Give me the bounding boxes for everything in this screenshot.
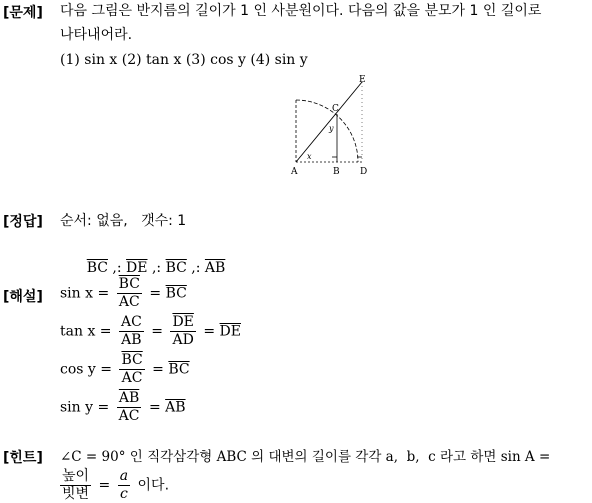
line-AE xyxy=(296,82,362,162)
formula-sin-x-fraction xyxy=(117,276,142,311)
formula-cos-y-lhs: cos y = xyxy=(60,361,112,378)
formula-tan-x-rhs: $\overline{DE}$ xyxy=(219,323,241,340)
hint-tag: [힌트] xyxy=(3,450,43,466)
answer-sep-2: ,: xyxy=(147,260,166,276)
formula-cos-y-rhs: $\overline{BC}$ xyxy=(168,361,190,378)
answer-seg-2: $\overline{DE}$ xyxy=(126,260,148,276)
explanation-tag: [해설] xyxy=(3,289,43,305)
angle-y-label: y xyxy=(329,124,334,133)
problem-tag: [문제] xyxy=(3,5,43,21)
point-A-label: A xyxy=(291,167,298,177)
formula-sin-x-lhs: sin x = xyxy=(60,285,110,302)
formula-sin-x-rhs: $\overline{BC}$ xyxy=(165,285,187,302)
hint-line-2 xyxy=(60,468,169,503)
frac-num: 높이 xyxy=(62,468,90,484)
point-B-label: B xyxy=(333,167,340,177)
formula-tan-x-fraction-2 xyxy=(170,314,195,349)
frac-num: a xyxy=(119,468,129,484)
frac-den: c xyxy=(119,486,128,502)
hint-fraction-words xyxy=(60,468,91,503)
point-C-label: C xyxy=(332,104,339,114)
frac-num: AC xyxy=(120,314,142,330)
formula-cos-y xyxy=(60,352,190,387)
quarter-circle-figure xyxy=(280,72,375,180)
formula-tan-x xyxy=(60,314,241,349)
answer-seg-4: $\overline{AB}$ xyxy=(204,260,226,276)
equals: = xyxy=(203,323,216,340)
answer-line-1: 순서: 없음, 갯수: 1 xyxy=(60,213,187,229)
formula-sin-y-lhs: sin y = xyxy=(60,399,110,416)
frac-den: AB xyxy=(121,332,142,348)
hint-line-1: ∠C = 90° 인 직각삼각형 ABC 의 대변의 길이를 각각 a, b, c 라고 하면 sin A = xyxy=(60,449,551,465)
equals: = xyxy=(151,323,163,340)
frac-num: $\overline{BC}$ xyxy=(121,352,143,368)
problem-items: (1) sin x (2) tan x (3) cos y (4) sin y xyxy=(60,52,308,68)
answer-seg-3: $\overline{BC}$ xyxy=(165,260,187,276)
problem-line-1: 다음 그림은 반지름의 길이가 1 인 사분원이다. 다음의 값을 분모가 1 인 길이로 xyxy=(60,3,542,19)
hint-tail: 이다. xyxy=(137,477,170,494)
formula-sin-y-rhs: $\overline{AB}$ xyxy=(165,399,186,416)
formula-cos-y-fraction xyxy=(119,352,144,387)
frac-den: AC xyxy=(121,370,143,386)
frac-den: AC xyxy=(118,294,140,310)
equals: = xyxy=(152,361,164,378)
equals: = xyxy=(148,399,161,416)
answer-sep-1: ,: xyxy=(107,260,127,276)
formula-sin-y-fraction xyxy=(117,390,142,425)
frac-den: 빗변 xyxy=(62,486,90,502)
frac-num: $\overline{AB}$ xyxy=(118,390,140,406)
equals: = xyxy=(98,477,111,494)
formula-tan-x-lhs: tan x = xyxy=(60,323,112,340)
equals: = xyxy=(149,285,162,302)
formula-tan-x-fraction-1 xyxy=(119,314,144,349)
formula-sin-x xyxy=(60,276,187,311)
frac-den: AD xyxy=(172,332,194,348)
point-E-label: E xyxy=(359,75,366,85)
frac-num: $\overline{DE}$ xyxy=(172,314,194,330)
frac-num: $\overline{BC}$ xyxy=(118,276,140,292)
formula-sin-y xyxy=(60,390,186,425)
answer-sep-3: ,: xyxy=(186,260,205,276)
hint-fraction-letters xyxy=(118,468,130,503)
angle-x-label: x xyxy=(307,152,312,161)
answer-tag: [정답] xyxy=(3,214,43,230)
frac-den: AC xyxy=(118,408,140,424)
answer-seg-1: $\overline{BC}$ xyxy=(86,260,108,276)
quarter-arc xyxy=(296,100,358,162)
problem-line-2: 나타내어라. xyxy=(60,27,133,43)
point-D-label: D xyxy=(360,167,368,177)
